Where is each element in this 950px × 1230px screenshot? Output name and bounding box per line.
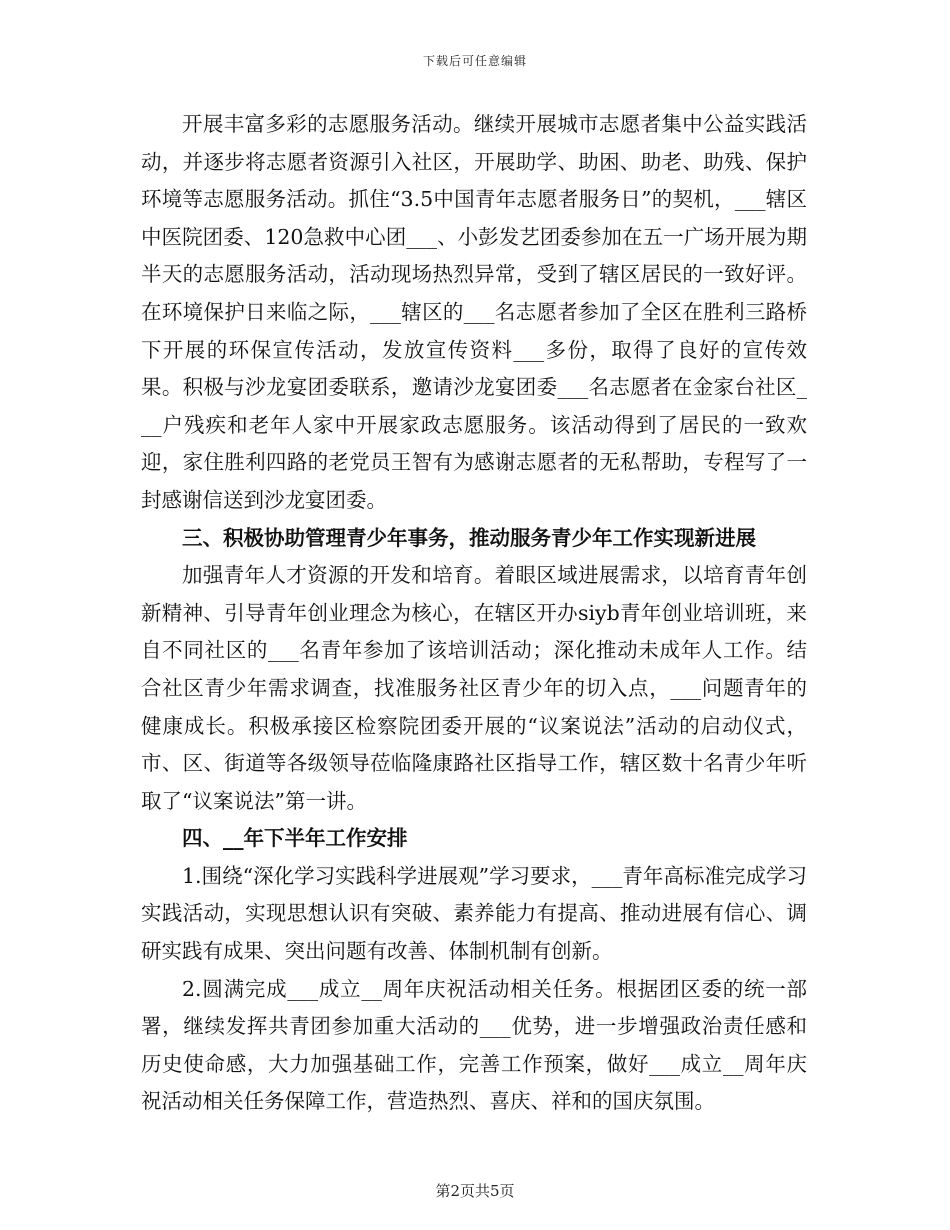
document-body [141, 106, 807, 1121]
paragraph-plan-item-1: 1.围绕“深化学习实践科学进展观”学习要求，___青年高标准完成学习实践活动，实现思想认识有突破、素养能力有提高、推动进展有信心、调研实践有成果、突出问题有改善、体制机制有创新。 [141, 863, 807, 964]
section-heading-four: 四、__年下半年工作安排 [182, 826, 408, 851]
paragraph-plan-item-2: 2.圆满完成___成立__周年庆祝活动相关任务。根据团区委的统一部署，继续发挥共青团参加重大活动的___优势，进一步增强政治责任感和历史使命感，大力加强基础工作，完善工作预案，做好___成立__周年庆祝活动相关任务保障工作，营造热烈、喜庆、祥和的国庆氛围。 [141, 976, 807, 1114]
paragraph-volunteer-activities: 开展丰富多彩的志愿服务活动。继续开展城市志愿者集中公益实践活动，并逐步将志愿者资源引入社区，开展助学、助困、助老、助残、保护环境等志愿服务活动。抓住“3.5中国青年志愿者服务日”的契机，___辖区中医院团委、120急救中心团___、小彭发艺团委参加在五一广场开展为期半天的志愿服务活动，活动现场热烈异常，受到了辖区居民的一致好评。在环境保护日来临之际，___辖区的___名志愿者参加了全区在胜利三路桥下开展的环保宣传活动，发放宣传资料___多份，取得了良好的宣传效果。积极与沙龙宴团委联系，邀请沙龙宴团委___名志愿者在金家台社区___户残疾和老年人家中开展家政志愿服务。该活动得到了居民的一致欢迎，家住胜利四路的老党员王智有为感谢志愿者的无私帮助，专程写了一封感谢信送到沙龙宴团委。 [141, 112, 807, 512]
section-heading-three: 三、积极协助管理青少年事务，推动服务青少年工作实现新进展 [182, 525, 756, 550]
page-number: 第2页共5页 [435, 1182, 515, 1200]
page-header: 下载后可任意编辑 [422, 54, 527, 68]
paragraph-youth-talent: 加强青年人才资源的开发和培育。着眼区域进展需求，以培育青年创新精神、引导青年创业理念为核心，在辖区开办siyb青年创业培训班，来自不同社区的___名青年参加了该培训活动；深化推动未成年人工作。结合社区青少年需求调查，找准服务社区青少年的切入点，___问题青年的健康成长。积极承接区检察院团委开展的“议案说法”活动的启动仪式，市、区、街道等各级领导莅临隆康路社区指导工作，辖区数十名青少年听取了“议案说法”第一讲。 [141, 563, 807, 813]
